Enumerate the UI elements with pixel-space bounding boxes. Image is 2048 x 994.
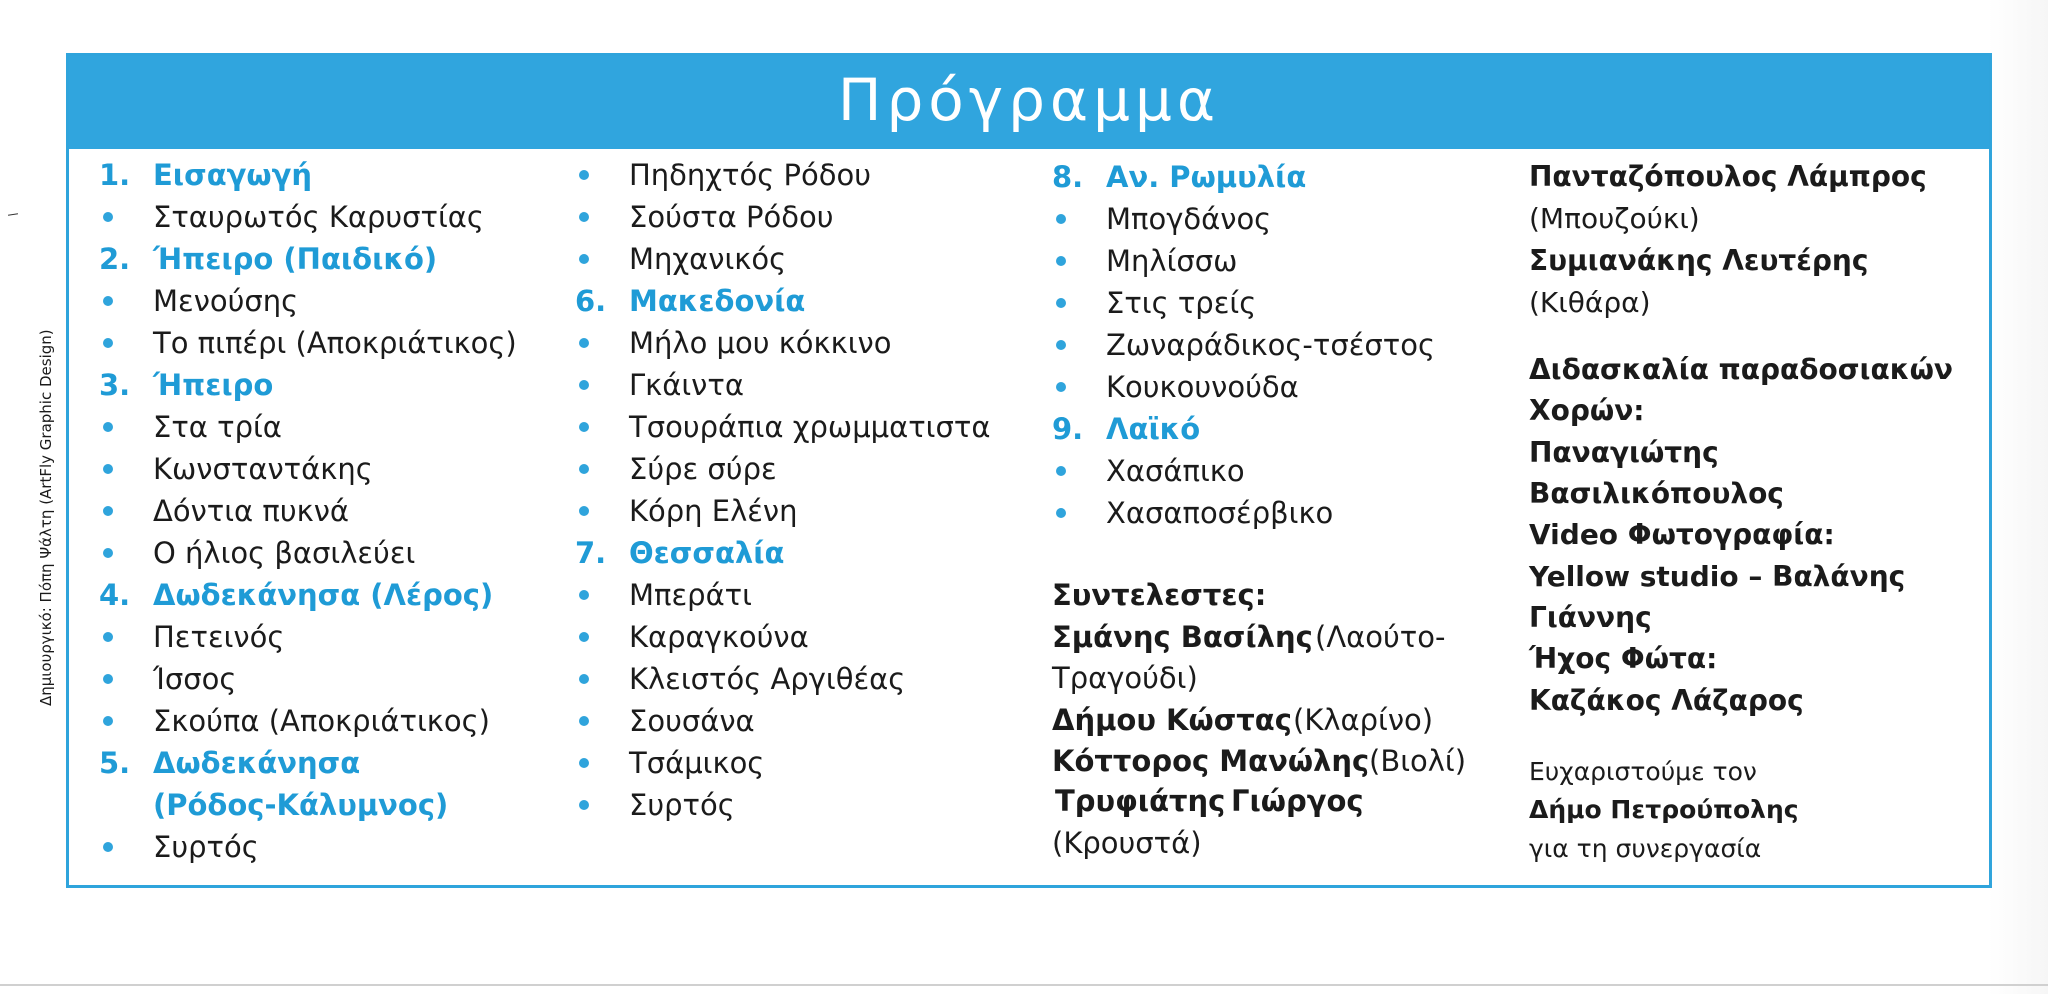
bullet-icon	[103, 212, 113, 222]
section-number: 3.	[99, 368, 131, 402]
credit-name: Συμιανάκης Λευτέρης	[1529, 244, 1869, 277]
dance-name: Κόρη Ελένη	[629, 494, 798, 528]
credit-name: Καζάκος Λάζαρος	[1529, 684, 1804, 717]
section-number: 9.	[1052, 412, 1084, 446]
credit-role: Τραγούδι)	[1052, 661, 1198, 695]
bullet-icon	[1056, 340, 1066, 350]
credit-role: (Βιολί)	[1369, 744, 1467, 778]
page-title: Πρόγραμμα	[837, 66, 1221, 134]
credit-name: Παναγιώτης	[1529, 436, 1719, 469]
bullet-icon	[579, 254, 589, 264]
dance-name: Καραγκούνα	[629, 620, 809, 654]
bullet-icon	[579, 464, 589, 474]
section-title: Δωδεκάνησα	[153, 746, 361, 780]
bullet-icon	[579, 590, 589, 600]
credit-name: Δήμου Κώστας	[1052, 703, 1292, 737]
dance-name: Το πιπέρι (Αποκριάτικος)	[153, 326, 517, 360]
bullet-icon	[1056, 256, 1066, 266]
bullet-icon	[103, 842, 113, 852]
section-title: Ήπειρο	[153, 368, 274, 402]
dance-name: Τσάμικος	[629, 746, 765, 780]
section-title: Εισαγωγή	[153, 158, 312, 192]
section-title: Δωδεκάνησα (Λέρος)	[153, 578, 494, 612]
section-title: Αν. Ρωμυλία	[1106, 160, 1307, 194]
paper-edge	[0, 984, 2048, 986]
designer-credit: Δημιουργικό: Πόπη Ψάλτη (ArtFly Graphic Design)	[37, 329, 55, 706]
video-heading: Video Φωτογραφία:	[1529, 518, 1835, 551]
dance-name: Γκάιντα	[629, 368, 744, 402]
credit-name: Βασιλικόπουλος	[1529, 477, 1784, 510]
bullet-icon	[579, 422, 589, 432]
section-number: 5.	[99, 746, 131, 780]
dance-name: Δόντια πυκνά	[153, 494, 350, 528]
title-banner	[69, 56, 1989, 149]
dance-name: Μήλο μου κόκκινο	[629, 326, 892, 360]
dance-name: Πηδηχτός Ρόδου	[629, 158, 871, 192]
bullet-icon	[103, 422, 113, 432]
bullet-icon	[103, 716, 113, 726]
dance-teaching-heading: Χορών:	[1529, 394, 1645, 427]
dance-teaching-heading: Διδασκαλία παραδοσιακών	[1529, 353, 1953, 386]
bullet-icon	[579, 506, 589, 516]
credit-role: (Λαούτο-	[1315, 620, 1446, 654]
dance-name: Ίσσος	[153, 662, 237, 696]
dance-name: Σύρε σύρε	[629, 452, 777, 486]
credit-name: Κόττορος Μανώλης	[1052, 744, 1370, 778]
bullet-icon	[579, 170, 589, 180]
bullet-icon	[1056, 508, 1066, 518]
dance-name: Σουσάνα	[629, 704, 755, 738]
bullet-icon	[1056, 298, 1066, 308]
dance-name: Μηλίσσω	[1106, 244, 1238, 278]
dance-name: Κλειστός Αργιθέας	[629, 662, 906, 696]
dance-name: Συρτός	[153, 830, 259, 864]
dance-name: Μπογδάνος	[1106, 202, 1272, 236]
paper-shade	[1988, 0, 2048, 994]
bullet-icon	[103, 296, 113, 306]
dance-name: Στις τρείς	[1106, 286, 1257, 320]
bullet-icon	[579, 674, 589, 684]
dance-name: Κωνσταντάκης	[153, 452, 373, 486]
section-title: Ήπειρο (Παιδικό)	[153, 242, 438, 276]
bullet-icon	[579, 212, 589, 222]
bullet-icon	[579, 800, 589, 810]
bullet-icon	[579, 758, 589, 768]
credit-role: (Κλαρίνο)	[1293, 703, 1434, 737]
dance-name: Μηχανικός	[629, 242, 787, 276]
dance-name: Στα τρία	[153, 410, 282, 444]
bullet-icon	[103, 506, 113, 516]
dance-name: Ο ήλιος βασιλεύει	[153, 536, 416, 570]
section-title: Θεσσαλία	[629, 536, 785, 570]
bullet-icon	[1056, 214, 1066, 224]
credit-name: Πανταζόπουλος Λάμπρος	[1529, 160, 1927, 193]
dance-name: Τσουράπια χρωμματιστα	[629, 410, 991, 444]
credit-role: (Κιθάρα)	[1529, 286, 1651, 319]
credit-name: Τρυφιάτης	[1055, 784, 1226, 818]
bullet-icon	[579, 632, 589, 642]
dance-name: Ζωναράδικος-τσέστος	[1106, 328, 1435, 362]
credit-name: Γιώργος	[1231, 784, 1364, 818]
section-number: 7.	[575, 536, 607, 570]
bullet-icon	[579, 338, 589, 348]
bullet-icon	[103, 464, 113, 474]
dance-name: Κουκουνούδα	[1106, 370, 1299, 404]
thanks-text: Δήμο Πετρούπολης	[1529, 795, 1799, 824]
section-number: 4.	[99, 578, 131, 612]
dance-name: Χασαποσέρβικο	[1106, 496, 1334, 530]
section-number: 8.	[1052, 160, 1084, 194]
credit-name: Γιάννης	[1529, 601, 1652, 634]
section-number: 2.	[99, 242, 131, 276]
credit-name: Σμάνης Βασίλης	[1052, 620, 1313, 654]
bullet-icon	[103, 548, 113, 558]
credit-role: (Μπουζούκι)	[1529, 202, 1700, 235]
scan-mark	[8, 213, 18, 215]
bullet-icon	[1056, 382, 1066, 392]
bullet-icon	[103, 674, 113, 684]
bullet-icon	[1056, 466, 1066, 476]
dance-name: Πετεινός	[153, 620, 285, 654]
dance-name: Συρτός	[629, 788, 735, 822]
credit-name: Yellow studio – Βαλάνης	[1529, 560, 1906, 593]
section-title: Λαϊκό	[1106, 412, 1201, 446]
section-number: 6.	[575, 284, 607, 318]
thanks-text: Ευχαριστούμε τον	[1529, 757, 1757, 786]
bullet-icon	[579, 380, 589, 390]
dance-name: Χασάπικο	[1106, 454, 1245, 488]
section-title: (Ρόδος-Κάλυμνος)	[153, 788, 449, 822]
dance-name: Μενούσης	[153, 284, 299, 318]
bullet-icon	[103, 632, 113, 642]
dance-name: Σούστα Ρόδου	[629, 200, 834, 234]
dance-name: Μπεράτι	[629, 578, 752, 612]
section-title: Μακεδονία	[629, 284, 806, 318]
dance-name: Σταυρωτός Καρυστίας	[153, 200, 484, 234]
section-number: 1.	[99, 158, 131, 192]
credits-heading: Συντελεστες:	[1052, 578, 1267, 612]
thanks-text: για τη συνεργασία	[1529, 834, 1762, 863]
dance-name: Σκούπα (Αποκριάτικος)	[153, 704, 490, 738]
bullet-icon	[103, 338, 113, 348]
program-frame	[66, 53, 1992, 888]
bullet-icon	[579, 716, 589, 726]
credit-role: (Κρουστά)	[1052, 826, 1202, 860]
sound-lights-heading: Ήχος Φώτα:	[1529, 642, 1718, 675]
